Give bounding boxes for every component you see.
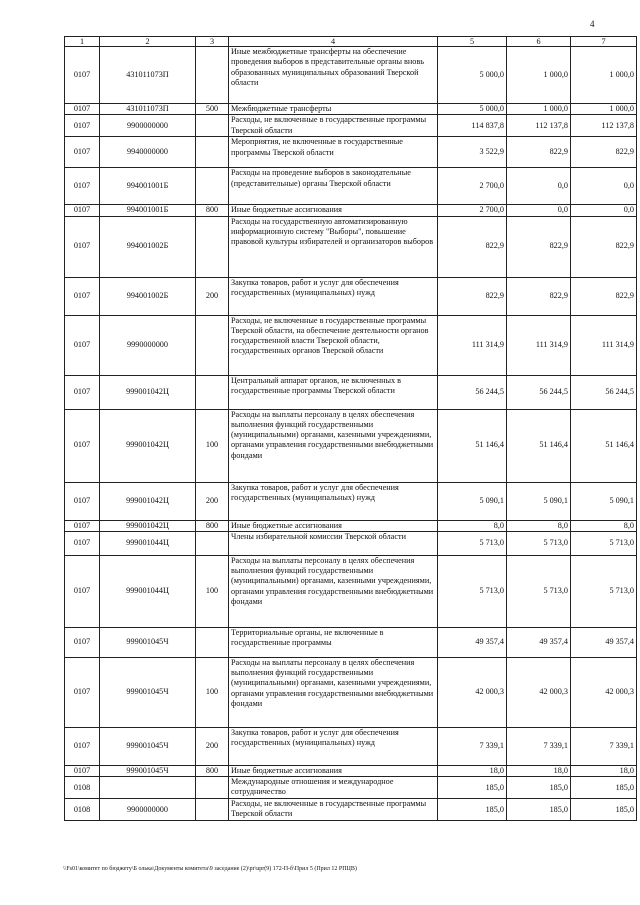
amount-2-cell: 18,0 (507, 765, 571, 776)
amount-2-cell: 42 000,3 (507, 657, 571, 727)
budget-table (64, 36, 637, 821)
name-cell: Расходы на выплаты персоналу в целях обеспечения выполнения функций государственными (муниципальными) органами, казенными учреждениями, органами управления государственными внебюджетными фондами (229, 409, 438, 482)
section-cell: 0107 (65, 115, 100, 137)
target-article-cell: 994001002Б (100, 277, 196, 315)
name-cell: Иные бюджетные ассигнования (229, 520, 438, 531)
amount-1-cell: 2 700,0 (438, 205, 507, 216)
table-row (65, 765, 637, 776)
amount-3-cell: 5 713,0 (571, 531, 637, 555)
amount-3-cell: 5 090,1 (571, 482, 637, 520)
expense-type-cell: 100 (196, 409, 229, 482)
table-row (65, 627, 637, 657)
expense-type-cell (196, 375, 229, 409)
amount-3-cell: 185,0 (571, 777, 637, 799)
name-cell: Расходы на выплаты персоналу в целях обеспечения выполнения функций государственными (муниципальными) органами, казенными учреждениями, органами управления государственными внебюджетными фондами (229, 657, 438, 727)
column-header-amount-1: 5 (438, 37, 507, 47)
name-cell: Закупка товаров, работ и услуг для обеспечения государственных (муниципальных) нужд (229, 277, 438, 315)
amount-1-cell: 185,0 (438, 777, 507, 799)
target-article-cell: 999001045Ч (100, 765, 196, 776)
section-cell: 0107 (65, 47, 100, 104)
target-article-cell: 9900000000 (100, 115, 196, 137)
file-path-footer: \\Fs01\комитет по бюджету\Б олька\Документы комитета\9 заседание (2)\pr\upr(9) 172-П-б\Прил 5 (Прил 12 РПЦВ) (63, 866, 357, 872)
expense-type-cell: 800 (196, 765, 229, 776)
amount-2-cell: 56 244,5 (507, 375, 571, 409)
target-article-cell: 999001042Ц (100, 375, 196, 409)
name-cell: Центральный аппарат органов, не включенных в государственные программы Тверской области (229, 375, 438, 409)
amount-3-cell: 822,9 (571, 277, 637, 315)
amount-2-cell: 8,0 (507, 520, 571, 531)
name-cell: Закупка товаров, работ и услуг для обеспечения государственных (муниципальных) нужд (229, 482, 438, 520)
amount-3-cell: 0,0 (571, 205, 637, 216)
expense-type-cell: 800 (196, 205, 229, 216)
amount-3-cell: 8,0 (571, 520, 637, 531)
name-cell: Расходы, не включенные в государственные программы Тверской области, на обеспечение деятельности органов государственной власти Тверской области, государственных органов Тверской области (229, 315, 438, 375)
expense-type-cell (196, 315, 229, 375)
amount-2-cell: 185,0 (507, 799, 571, 821)
name-cell: Расходы, не включенные в государственные программы Тверской области (229, 799, 438, 821)
amount-2-cell: 0,0 (507, 168, 571, 205)
expense-type-cell (196, 137, 229, 168)
section-cell: 0107 (65, 168, 100, 205)
amount-1-cell: 5 713,0 (438, 531, 507, 555)
name-cell: Расходы на выплаты персоналу в целях обеспечения выполнения функций государственными (муниципальными) органами, казенными учреждениями, органами управления государственными внебюджетными фондами (229, 555, 438, 627)
expense-type-cell (196, 47, 229, 104)
section-cell: 0107 (65, 205, 100, 216)
amount-1-cell: 111 314,9 (438, 315, 507, 375)
table-row (65, 168, 637, 205)
column-header-expense-type: 3 (196, 37, 229, 47)
expense-type-cell: 200 (196, 277, 229, 315)
table-row (65, 531, 637, 555)
section-cell: 0107 (65, 216, 100, 277)
amount-3-cell: 18,0 (571, 765, 637, 776)
expense-type-cell: 200 (196, 727, 229, 765)
name-cell: Мероприятия, не включенные в государственные программы Тверской области (229, 137, 438, 168)
table-row (65, 657, 637, 727)
amount-3-cell: 56 244,5 (571, 375, 637, 409)
amount-3-cell: 185,0 (571, 799, 637, 821)
section-cell: 0107 (65, 627, 100, 657)
section-cell: 0107 (65, 482, 100, 520)
name-cell: Межбюджетные трансферты (229, 104, 438, 115)
expense-type-cell (196, 777, 229, 799)
amount-3-cell: 42 000,3 (571, 657, 637, 727)
amount-1-cell: 7 339,1 (438, 727, 507, 765)
expense-type-cell (196, 799, 229, 821)
amount-2-cell: 7 339,1 (507, 727, 571, 765)
amount-1-cell: 822,9 (438, 277, 507, 315)
table-row (65, 409, 637, 482)
table-row (65, 137, 637, 168)
amount-3-cell: 112 137,8 (571, 115, 637, 137)
name-cell: Закупка товаров, работ и услуг для обеспечения государственных (муниципальных) нужд (229, 727, 438, 765)
target-article-cell: 9900000000 (100, 799, 196, 821)
expense-type-cell (196, 531, 229, 555)
amount-1-cell: 42 000,3 (438, 657, 507, 727)
expense-type-cell (196, 115, 229, 137)
amount-1-cell: 18,0 (438, 765, 507, 776)
amount-1-cell: 5 000,0 (438, 104, 507, 115)
name-cell: Иные бюджетные ассигнования (229, 205, 438, 216)
target-article-cell: 994001001Б (100, 205, 196, 216)
name-cell: Члены избирательной комиссии Тверской области (229, 531, 438, 555)
section-cell: 0107 (65, 104, 100, 115)
target-article-cell: 999001045Ч (100, 727, 196, 765)
table-row (65, 104, 637, 115)
target-article-cell (100, 777, 196, 799)
amount-2-cell: 822,9 (507, 216, 571, 277)
target-article-cell: 994001001Б (100, 168, 196, 205)
amount-1-cell: 5 090,1 (438, 482, 507, 520)
amount-3-cell: 5 713,0 (571, 555, 637, 627)
amount-1-cell: 2 700,0 (438, 168, 507, 205)
table-row (65, 115, 637, 137)
target-article-cell: 431011073П (100, 47, 196, 104)
page-number: 4 (590, 19, 595, 29)
expense-type-cell: 100 (196, 555, 229, 627)
amount-2-cell: 1 000,0 (507, 47, 571, 104)
amount-1-cell: 8,0 (438, 520, 507, 531)
table-row (65, 482, 637, 520)
amount-1-cell: 5 713,0 (438, 555, 507, 627)
target-article-cell: 9940000000 (100, 137, 196, 168)
amount-2-cell: 5 713,0 (507, 531, 571, 555)
table-row (65, 375, 637, 409)
name-cell: Иные бюджетные ассигнования (229, 765, 438, 776)
table-row (65, 315, 637, 375)
expense-type-cell (196, 168, 229, 205)
amount-1-cell: 51 146,4 (438, 409, 507, 482)
amount-1-cell: 114 837,8 (438, 115, 507, 137)
section-cell: 0107 (65, 277, 100, 315)
expense-type-cell: 800 (196, 520, 229, 531)
amount-2-cell: 51 146,4 (507, 409, 571, 482)
table-row (65, 727, 637, 765)
amount-2-cell: 112 137,8 (507, 115, 571, 137)
amount-2-cell: 822,9 (507, 277, 571, 315)
column-header-name: 4 (229, 37, 438, 47)
amount-3-cell: 7 339,1 (571, 727, 637, 765)
amount-3-cell: 111 314,9 (571, 315, 637, 375)
amount-2-cell: 5 090,1 (507, 482, 571, 520)
section-cell: 0107 (65, 765, 100, 776)
amount-1-cell: 3 522,9 (438, 137, 507, 168)
amount-3-cell: 51 146,4 (571, 409, 637, 482)
expense-type-cell: 500 (196, 104, 229, 115)
amount-2-cell: 111 314,9 (507, 315, 571, 375)
section-cell: 0107 (65, 531, 100, 555)
amount-2-cell: 5 713,0 (507, 555, 571, 627)
amount-2-cell: 0,0 (507, 205, 571, 216)
target-article-cell: 999001042Ц (100, 409, 196, 482)
table-row (65, 277, 637, 315)
section-cell: 0107 (65, 657, 100, 727)
target-article-cell: 999001042Ц (100, 520, 196, 531)
target-article-cell: 999001045Ч (100, 657, 196, 727)
section-cell: 0107 (65, 137, 100, 168)
section-cell: 0107 (65, 315, 100, 375)
section-cell: 0108 (65, 799, 100, 821)
amount-3-cell: 1 000,0 (571, 104, 637, 115)
amount-1-cell: 185,0 (438, 799, 507, 821)
name-cell: Расходы, не включенные в государственные программы Тверской области (229, 115, 438, 137)
table-row (65, 799, 637, 821)
target-article-cell: 999001044Ц (100, 555, 196, 627)
target-article-cell: 9990000000 (100, 315, 196, 375)
amount-2-cell: 822,9 (507, 137, 571, 168)
name-cell: Территориальные органы, не включенные в государственные программы (229, 627, 438, 657)
target-article-cell: 999001045Ч (100, 627, 196, 657)
target-article-cell: 999001042Ц (100, 482, 196, 520)
expense-type-cell: 200 (196, 482, 229, 520)
amount-3-cell: 822,9 (571, 216, 637, 277)
section-cell: 0108 (65, 777, 100, 799)
table-row (65, 520, 637, 531)
table-row (65, 47, 637, 104)
column-header-section: 1 (65, 37, 100, 47)
target-article-cell: 994001002Б (100, 216, 196, 277)
amount-2-cell: 1 000,0 (507, 104, 571, 115)
name-cell: Иные межбюджетные трансферты на обеспечение проведения выборов в представительные органы вновь образованных муниципальных образований Тверской области (229, 47, 438, 104)
section-cell: 0107 (65, 375, 100, 409)
table-row (65, 205, 637, 216)
column-header-amount-2: 6 (507, 37, 571, 47)
table-body (65, 47, 637, 821)
amount-3-cell: 0,0 (571, 168, 637, 205)
amount-1-cell: 56 244,5 (438, 375, 507, 409)
table-row (65, 777, 637, 799)
amount-2-cell: 185,0 (507, 777, 571, 799)
name-cell: Расходы на проведение выборов в законодательные (представительные) органы Тверской области (229, 168, 438, 205)
expense-type-cell: 100 (196, 657, 229, 727)
amount-3-cell: 49 357,4 (571, 627, 637, 657)
expense-type-cell (196, 627, 229, 657)
amount-3-cell: 1 000,0 (571, 47, 637, 104)
table-row (65, 555, 637, 627)
target-article-cell: 999001044Ц (100, 531, 196, 555)
section-cell: 0107 (65, 727, 100, 765)
amount-1-cell: 49 357,4 (438, 627, 507, 657)
amount-3-cell: 822,9 (571, 137, 637, 168)
section-cell: 0107 (65, 555, 100, 627)
target-article-cell: 431011073П (100, 104, 196, 115)
header-row (65, 37, 637, 47)
amount-2-cell: 49 357,4 (507, 627, 571, 657)
column-header-amount-3: 7 (571, 37, 637, 47)
expense-type-cell (196, 216, 229, 277)
amount-1-cell: 822,9 (438, 216, 507, 277)
name-cell: Расходы на государственную автоматизированную информационную систему "Выборы", повышение правовой культуры избирателей и организаторов выборов (229, 216, 438, 277)
table-row (65, 216, 637, 277)
amount-1-cell: 5 000,0 (438, 47, 507, 104)
section-cell: 0107 (65, 409, 100, 482)
column-header-target-article: 2 (100, 37, 196, 47)
section-cell: 0107 (65, 520, 100, 531)
name-cell: Международные отношения и международное сотрудничество (229, 777, 438, 799)
